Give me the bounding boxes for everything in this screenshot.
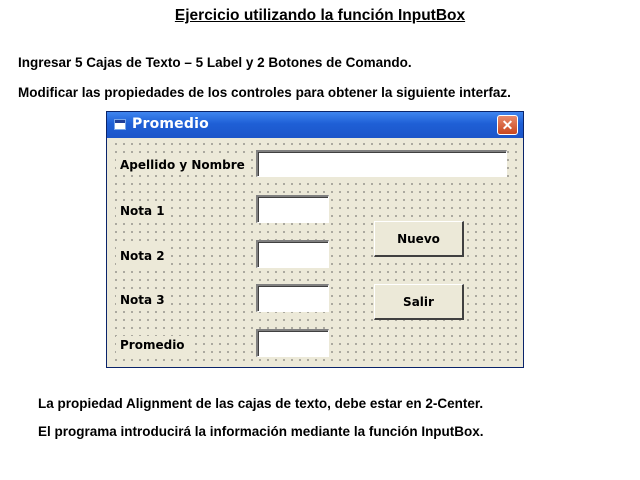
promedio-form-window [106,111,524,368]
app-window-icon [114,119,126,130]
window-titlebar[interactable] [107,112,523,138]
label-promedio: Promedio [116,336,189,354]
page-title: Ejercicio utilizando la función InputBox [174,7,466,24]
salir-button[interactable]: Salir [374,284,464,320]
instruction-line-1: Ingresar 5 Cajas de Texto – 5 Label y 2 Botones de Comando. [18,55,412,70]
label-apellido-nombre: Apellido y Nombre [116,156,249,174]
note-line-2: El programa introducirá la información mediante la función InputBox. [38,424,484,439]
textbox-nota-1[interactable] [256,195,329,223]
nuevo-button[interactable]: Nuevo [374,221,464,257]
label-nota-2: Nota 2 [116,247,169,265]
textbox-nota-3[interactable] [256,284,329,312]
label-nota-3: Nota 3 [116,291,169,309]
textbox-promedio[interactable] [256,329,329,357]
textbox-apellido-nombre[interactable] [256,150,507,177]
label-nota-1: Nota 1 [116,202,169,220]
instruction-line-2: Modificar las propiedades de los controles para obtener la siguiente interfaz. [18,85,511,100]
textbox-nota-2[interactable] [256,240,329,268]
window-title: Promedio [132,116,209,132]
form-client-area [110,138,520,364]
note-line-1: La propiedad Alignment de las cajas de texto, debe estar en 2-Center. [38,396,484,411]
close-icon[interactable]: ✕ [497,115,518,135]
